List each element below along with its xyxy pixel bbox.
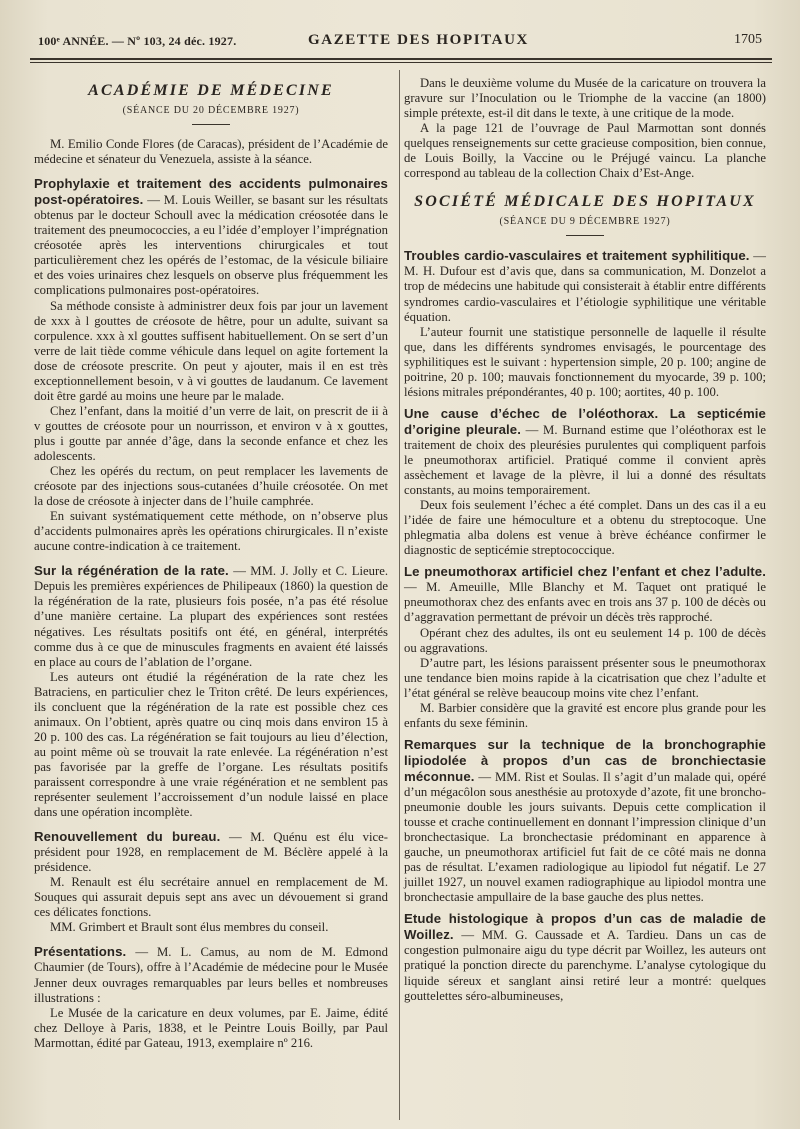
- article-text: — M. Burnand estime que l’oléothorax est le traitement de choix des pleurésies purulentes qui compliquent parfois le pneumothorax artificiel. Pratiqué comme il convient après assèchement et lavage de la plèvre, il lui a donné des résultats constants, au moins temporairement.: [404, 422, 767, 498]
- section-date-academie: (SÉANCE DU 20 DÉCEMBRE 1927): [122, 105, 300, 116]
- article-troubles-cardio: [404, 248, 766, 324]
- article-text: — M. Quénu est élu vice-président pour 1928, en remplacement de M. Béclère appelé à la présidence.: [34, 830, 388, 875]
- paragraph: Sa méthode consiste à administrer deux fois par jour un lavement de xxx à l gouttes de créosote de hêtre, pour un adulte, suivant sa corpulence. xxx à xl gouttes suffisent habituellement. On se sert d’un verre de lait tiède comme véhicule dans lequel on agite fortement la dose de créosote prescrite. On peut y ajouter, mais il en est très exceptionnellement besoin, v à vi gouttes de laudanum. Ce lavement doit être gardé au moins une heure par le malade.: [34, 298, 388, 403]
- article-text: — MM. J. Jolly et C. Lieure. Depuis les premières expériences de Philipeaux (1860) la question de la régénération de la rate, plusieurs fois posée, n’a pas été résolue d’une manière certaine. La plupart des expériences sont restées négatives. Les résultats positifs ont été, en général, interprétés comme dus à ce que de minuscules fragments en avaient été laissés en place au cours de l’ablation de l’organe.: [34, 564, 389, 669]
- header-rule: [30, 58, 772, 60]
- header-rule-thin: [30, 62, 772, 63]
- paragraph: M. Barbier considère que la gravité est encore plus grande pour les enfants du sexe féminin.: [404, 700, 766, 730]
- paragraph: Le Musée de la caricature en deux volumes, par E. Jaime, édité chez Delloye à Paris, 1838, et le Peintre Louis Boilly, par Paul Marmottan, édité par Gateau, 1913, exemplaire nº 216.: [34, 1005, 388, 1050]
- article-text: — M. Ameuille, Mlle Blanchy et M. Taquet ont pratiqué le pneumothorax chez des enfants avec en trois ans 37 p. 100 de décès ou d’aggravation permettant de prévoir un décès très rapproché.: [404, 580, 766, 625]
- paragraph: D’autre part, les lésions paraissent présenter sous le pneumothorax une tendance bien moins rapide à la cicatrisation que chez l’adulte et l’état général se relève beaucoup moins vite chez l’enfant.: [404, 655, 766, 700]
- article-text: — M. L. Camus, au nom de M. Edmond Chaumier (de Tours), offre à l’Académie de médecine pour le Musée Jenner deux ouvrages remarquables par leurs belles et nombreuses illustrations :: [34, 945, 388, 1005]
- paragraph: Chez l’enfant, dans la moitié d’un verre de lait, on prescrit de ii à v gouttes de créosote pour un nourrisson, et environ v à x gouttes, plus i goutte par année d’âge, dans la seconde enfance et chez les adolescents.: [34, 403, 388, 463]
- section-date-societe: (SÉANCE DU 9 DÉCEMBRE 1927): [499, 216, 671, 228]
- left-column: [34, 76, 388, 1051]
- paragraph-intro: M. Emilio Conde Flores (de Caracas), président de l’Académie de médecine et sénateur du Venezuela, assiste à la séance.: [34, 137, 388, 167]
- article-renouvellement-bureau: [34, 829, 388, 875]
- article-title: Renouvellement du bureau.: [34, 829, 221, 845]
- paragraph: MM. Grimbert et Brault sont élus membres du conseil.: [50, 920, 329, 935]
- article-title: Présentations.: [34, 944, 127, 960]
- article-title: Sur la régénération de la rate.: [34, 563, 229, 579]
- article-presentations: [34, 944, 388, 1005]
- paragraph: A la page 121 de l’ouvrage de Paul Marmottan sont donnés quelques renseignements sur cette gracieuse composition, bien connue, de Louis Boilly, la Vaccine ou le Préjugé vaincu. La planche correspond au tableau de la collection Chaix d’Est-Ange.: [404, 121, 766, 181]
- article-title: Le pneumothorax artificiel chez l’enfant et chez l’adulte.: [404, 564, 766, 580]
- article-regeneration-rate: [34, 563, 388, 669]
- article-text: — M. H. Dufour est d’avis que, dans sa communication, M. Donzelot a trop de médecins une habitude qui consisterait à établir entre différents syndromes cardio-vasculaires et l’étiologie syphilitique une véritable équation.: [404, 249, 766, 324]
- article-oleothorax: [404, 406, 766, 498]
- paragraph: M. Renault est élu secrétaire annuel en remplacement de M. Souques qui assurait depuis sept ans avec un dévouement si grand ces délicates fonctions.: [34, 875, 388, 920]
- paragraph: Deux fois seulement l’échec a été complet. Dans un des cas il a eu l’idée de faire une hémoculture et a obtenu du streptocoque. Une phlegmatia alba dolens est venue à brève échéance confirmer le diagnostic de septicémie streptococcique.: [404, 498, 766, 558]
- section-rule: [192, 124, 230, 125]
- article-title: Etude histologique à propos d’un cas de maladie de Woillez.: [404, 911, 766, 943]
- article-text: — MM. G. Caussade et A. Tardieu. Dans un cas de congestion pulmonaire aigu du type décrit par Woillez, les auteurs ont pratiqué la ponction directe du parenchyme. L’analyse cytologique du liquide séreux et sanglant ainsi retiré leur a montré: quelques gouttelettes séro-albumineuses,: [404, 928, 766, 1003]
- paragraph: Chez les opérés du rectum, on peut remplacer les lavements de créosote par des injections sous-cutanées d’huile créosotée. On met la dose de créosote à injecter dans de l’huile camphrée.: [34, 464, 388, 509]
- journal-title: GAZETTE DES HOPITAUX: [308, 32, 529, 48]
- article-text: — M. Louis Weiller, se basant sur les résultats obtenus par le docteur Schoull avec la médication créosotée dans le traitement des pneumococcies, a eu l’idée d’employer l’imprégnation créosotée après les interventions chirurgicales et tout particulièrement chez les opérés de l’estomac, de la vésicule biliaire et des voies urinaires chez lesquels on observe plus fréquemment les complications pulmonaires post-opératoires.: [34, 193, 388, 298]
- article-title: Remarques sur la technique de la bronchographie lipiodolée à propos d’un cas de bronchiectasie méconnue.: [404, 736, 766, 784]
- article-text: — MM. Rist et Soulas. Il s’agit d’un malade qui, opéré d’un mégacôlon sous anesthésie au protoxyde d’azote, fit une broncho-pneumonie double les jours suivants. Depuis cette complication il tousse et crache continuellement en donnant l’impression clinique d’un bronchectasique. La bronchectasie prédominant en apparence à gauche, un pneumothorax artificiel fut fait de ce côté mais ne donna pas de résultat. L’examen radiologique au lipiodol fut négatif. Le 27 juillet 1927, un nouvel examen radiographique au lipiodol montra une bronchectasie ampullaire de la base gauche des plus nettes.: [404, 769, 766, 905]
- article-bronchographie: [404, 737, 766, 906]
- page-header: [38, 30, 766, 52]
- issue-info: 100ᵉ ANNÉE. — Nº 103, 24 déc. 1927.: [38, 34, 237, 48]
- right-column: [404, 76, 766, 1004]
- paragraph: L’auteur fournit une statistique personnelle de laquelle il résulte que, dans les différents syndromes envisagés, le pourcentage des syphilitiques est le suivant : hypertension simple, 20 p. 100; angine de poitrine, 20 p. 100; mauvais fonctionnement du myocarde, 39 p. 100; lésions mitrales prépondérantes, 40 p. 100; aortites, 40 p. 100.: [404, 324, 766, 399]
- paragraph: Opérant chez des adultes, ils ont eu seulement 14 p. 100 de décès ou aggravations.: [404, 625, 766, 655]
- section-title-academie: ACADÉMIE DE MÉDECINE: [88, 82, 334, 99]
- paragraph: En suivant systématiquement cette méthode, on n’observe plus d’accidents pulmonaires après les opérations chirurgicales. Il n’existe aucune contre-indication à ce traitement.: [34, 509, 388, 554]
- paragraph: Les auteurs ont étudié la régénération de la rate chez les Batraciens, en particulier chez le Triton crêté. De leurs expériences, ils concluent que la régénération de la rate est possible chez ces animaux. On l’obtient, après quatre ou cinq mois dans environ 15 à 20 p. 100 des cas. La régénération se fait toujours au lieu d’élection, au point même où se trouvait la rate enlevée. La régénération n’est pas favorisée par la greffe de l’organe. Les résultats positifs paraissent correspondre à une vraie régénération et ne semblent pas représenter seulement l’accroissement d’un nodule laissé en place dans une opération incomplète.: [34, 669, 388, 820]
- article-title: Troubles cardio-vasculaires et traitement syphilitique.: [404, 248, 750, 264]
- page-number: 1705: [734, 32, 762, 47]
- article-woillez: [404, 911, 766, 1003]
- paragraph: Dans le deuxième volume du Musée de la caricature on trouvera la gravure sur l’Inoculation ou le Triomphe de la vaccine (an 1800) simple prétexte, est-il dit dans le texte, à une critique de la mode.: [404, 76, 766, 121]
- article-title: Prophylaxie et traitement des accidents pulmonaires post-opératoires.: [34, 176, 388, 208]
- section-title-societe: SOCIÉTÉ MÉDICALE DES HOPITAUX: [414, 193, 756, 211]
- column-divider: [399, 70, 400, 1120]
- article-pneumothorax: [404, 564, 766, 625]
- article-prophylaxie: [34, 176, 388, 298]
- article-title: Une cause d’échec de l’oléothorax. La septicémie d’origine pleurale.: [404, 405, 766, 437]
- section-rule: [566, 235, 604, 236]
